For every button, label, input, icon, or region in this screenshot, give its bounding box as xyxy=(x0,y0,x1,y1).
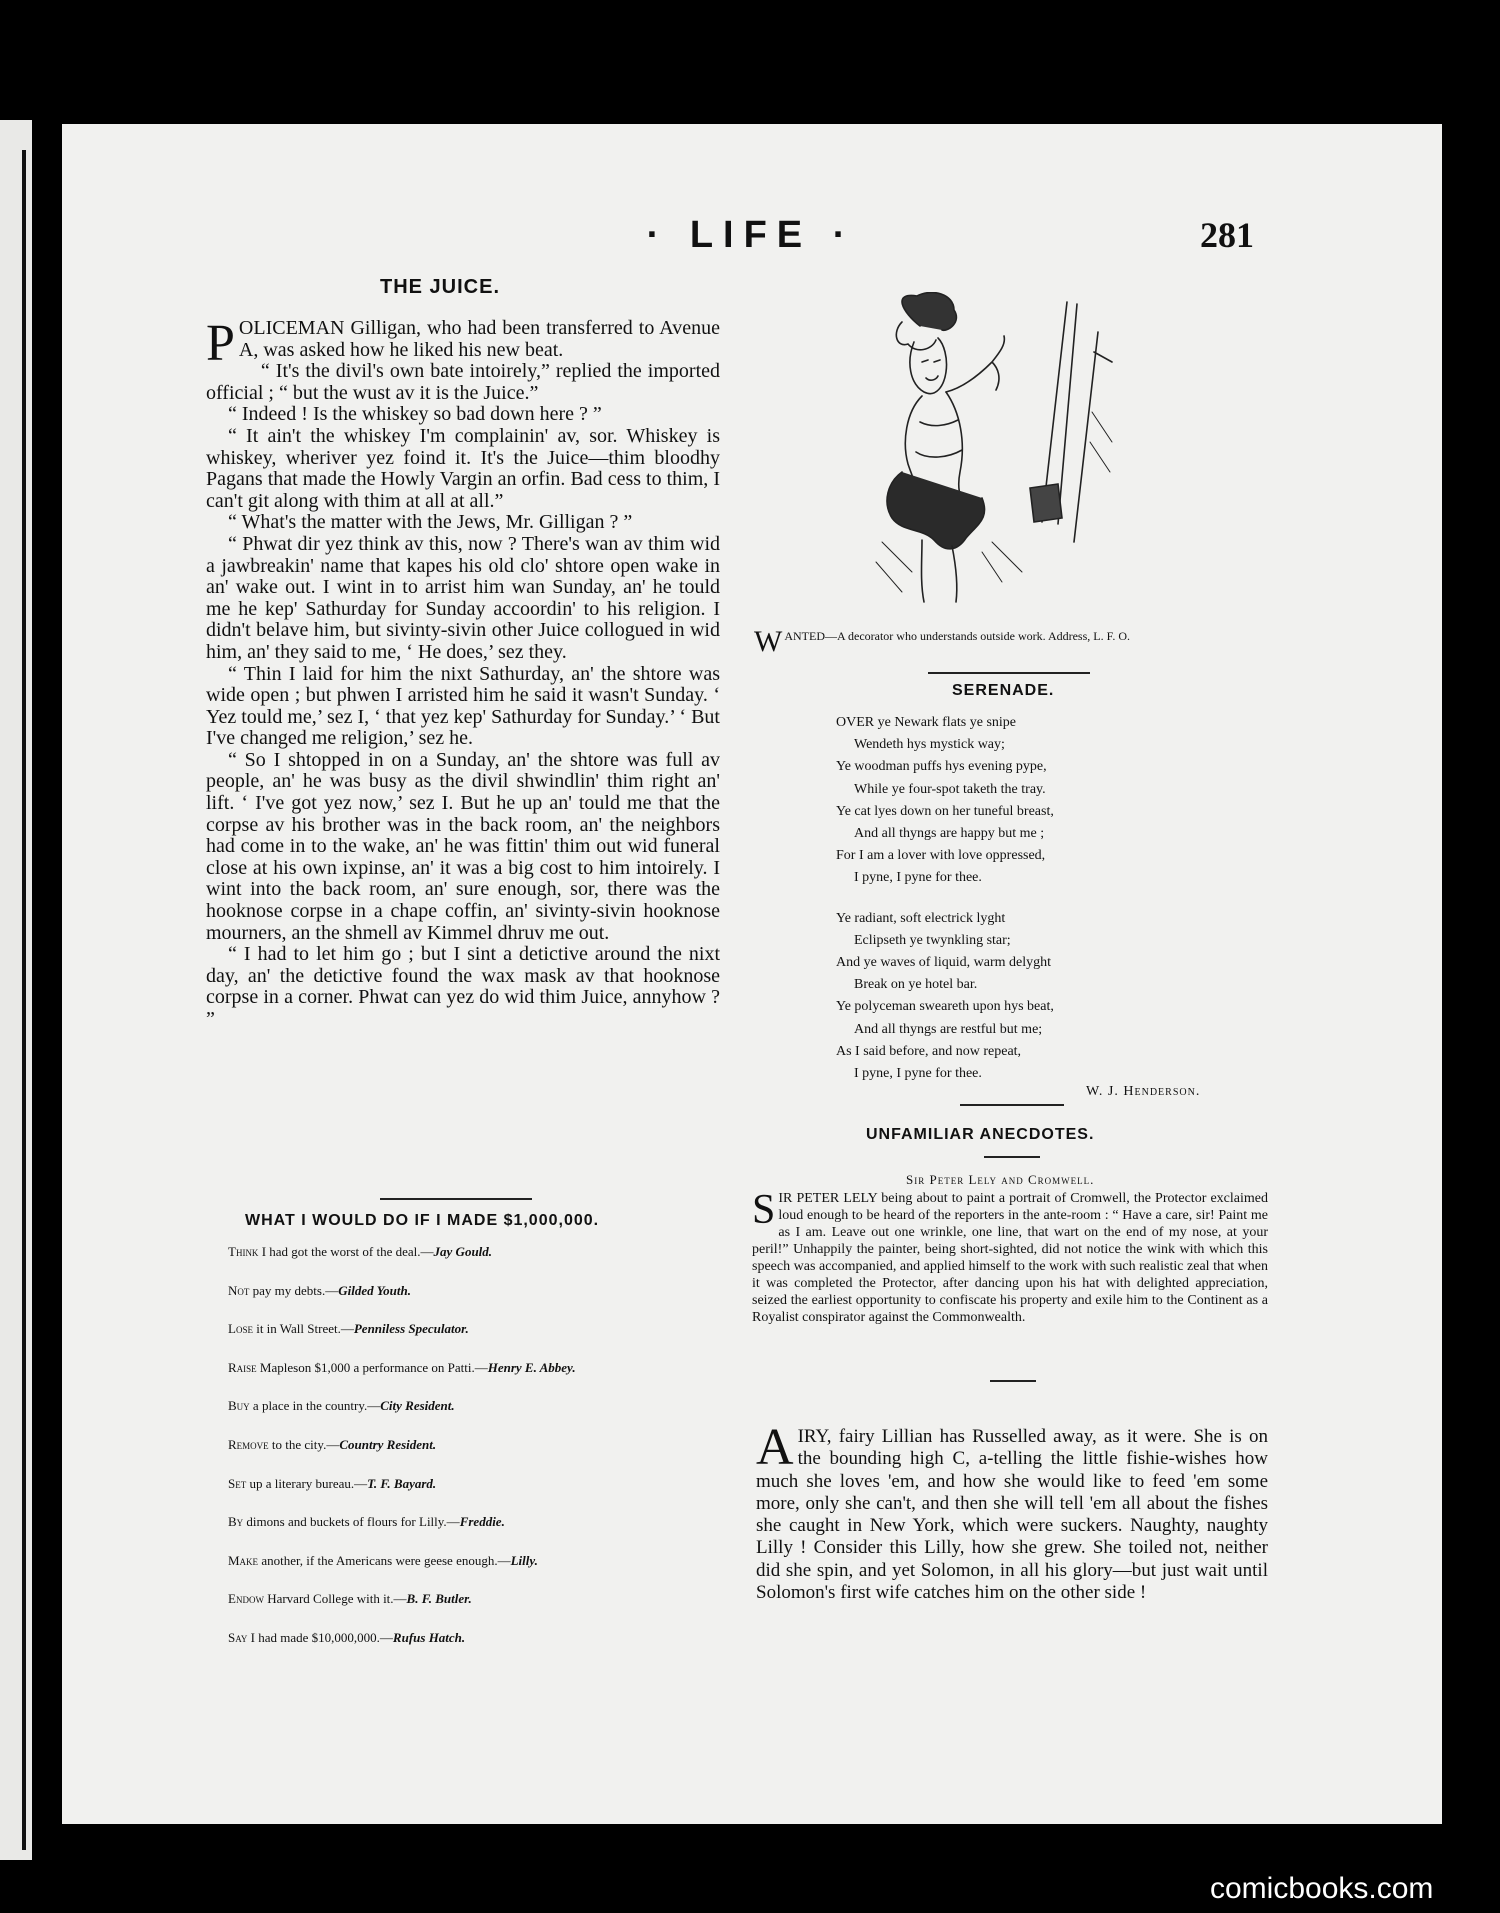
poem-line: Ye polyceman sweareth upon hys beat, xyxy=(836,999,1054,1015)
cartoon-illustration xyxy=(862,292,1132,610)
item-lead: Remove xyxy=(228,1436,269,1452)
section-divider xyxy=(960,1104,1064,1106)
anecdotes-subtitle: Sir Peter Lely and Cromwell. xyxy=(906,1172,1095,1187)
item-text: Harvard College with it.— xyxy=(263,1591,407,1607)
juice-article xyxy=(206,315,720,1031)
juice-title: THE JUICE. xyxy=(380,276,501,298)
item-text: Mapleson $1,000 a performance on Patti.— xyxy=(256,1359,488,1375)
poem-line: Ye cat lyes down on her tuneful breast, xyxy=(836,803,1054,819)
item-text: to the city.— xyxy=(268,1436,340,1452)
item-text: I had got the worst of the deal.— xyxy=(258,1244,434,1259)
section-divider xyxy=(984,1156,1040,1158)
item-attribution: B. F. Butler. xyxy=(406,1591,472,1607)
poem-line: Ye woodman puffs hys evening pype, xyxy=(836,759,1047,775)
item-lead: Say xyxy=(228,1629,248,1645)
poem-line: Eclipseth ye twynkling star; xyxy=(854,932,1011,948)
juice-paragraph: “ So I shtopped in on a Sunday, an' the shtore was full av people, an' he was busy as the divil shwindlin' thim right an' lift. ‘ I've got yez now,’ sez I. But he up an' tould me that the corpse av his brother was in the back room, an' the neighbors had come in to the wake, an' he was fittin' thim out wid funeral close at his own ixpinse, an' it was a big cost to him intoirely. I wint into the back room, an' sure enough, sor, there was the hooknose corpse in a chape coffin, an' sivinty-sivin hooknose mourners, an the shmell av Kimmel dhruv me out. xyxy=(206,748,720,944)
juice-paragraph: “ It's the divil's own bate intoirely,” replied the imported official ; “ but the wust av it is the Juice.” xyxy=(206,360,720,404)
drop-cap: A xyxy=(756,1419,794,1476)
section-divider xyxy=(990,1380,1036,1382)
item-attribution: Rufus Hatch. xyxy=(392,1629,466,1645)
juice-paragraph: “ Thin I laid for him the nixt Sathurday, an' the shtore was wide open ; but phwen I arristed him he said it wasn't Sunday. ‘ Yez tould me,’ sez I, ‘ that yez kep' Sathurday for Sunday.’ ‘ But I've changed me religion,’ sez he. xyxy=(206,662,720,750)
poem-line: I pyne, I pyne for thee. xyxy=(854,1066,982,1082)
item-text: pay my debts.— xyxy=(249,1282,339,1298)
item-lead: Buy xyxy=(228,1398,250,1414)
wiwd-item xyxy=(228,1437,728,1476)
poem-line: And ye waves of liquid, warm delyght xyxy=(836,955,1052,971)
poem-line: And all thyngs are restful but me; xyxy=(854,1021,1043,1037)
paragraph-text: IR PETER LELY being about to paint a portrait of Cromwell, the Protector exclaimed loud enough to be heard of the reporters in the ante-room : “ Have a care, sir! Paint me as I am. Leave out one wrinkle, one line, that wart on the end of my nose, at your peril!” Unhappily the painter, being short-sighted, did not notice the wink with which this speech was accompanied, and applied himself to the work with such realistic zeal that when it was completed the Protector, after dancing upon his hat with delighted appreciation, seized the earliest opportunity to confiscate his property and exile him to the Continent as a Royalist conspirator against the Commonwealth. xyxy=(752,1191,1268,1325)
anecdote-paragraph xyxy=(752,1187,1268,1326)
paragraph-text: IRY, fairy Lillian has Russelled away, as it were. She is on the bounding high C, a-telling the little fishie-wishes how much she loves 'em, and how she would like to feed 'em some more, only she can't, and then she will tell 'em all about the fishes she caught in New York, which were suckers. Naughty, naughty Lilly ! Consider this Lilly, how she grew. She toiled not, neither did she spin, and yet Solomon, in all his glory—but just wait until Solomon's first wife catches him on the other side ! xyxy=(756,1426,1268,1604)
binding-line xyxy=(22,150,26,1850)
item-text: up a literary bureau.— xyxy=(246,1475,368,1491)
drop-cap: S xyxy=(752,1187,776,1233)
item-attribution: Freddie. xyxy=(459,1514,505,1530)
item-lead: Think xyxy=(228,1244,259,1259)
poem-line: OVER ye Newark flats ye snipe xyxy=(836,715,1017,730)
item-attribution: Penniless Speculator. xyxy=(353,1321,469,1337)
caption-text: ANTED—A decorator who understands outside work. Address, L. F. O. xyxy=(784,629,1130,643)
section-divider xyxy=(928,672,1090,674)
item-lead: Not xyxy=(228,1282,250,1298)
section-divider xyxy=(380,1198,532,1200)
poem-author: W. J. Henderson. xyxy=(1086,1084,1201,1099)
item-attribution: City Resident. xyxy=(380,1398,455,1414)
item-text: dimons and buckets of flours for Lilly.— xyxy=(243,1514,460,1530)
wiwd-item xyxy=(228,1591,728,1630)
item-attribution: Country Resident. xyxy=(339,1436,437,1452)
paragraph-text: OLICEMAN Gilligan, who had been transferred to Avenue A, was asked how he liked his new beat. xyxy=(238,317,720,361)
poem-line: Ye radiant, soft electrick lyght xyxy=(836,910,1006,926)
item-lead: Lose xyxy=(228,1321,253,1337)
juice-paragraph: “ What's the matter with the Jews, Mr. Gilligan ? ” xyxy=(228,511,633,534)
juice-paragraph: “ I had to let him go ; but I sint a detictive around the nixt day, an' the detictive found the wax mask av that hooknose corpse in a corner. Phwat can yez do wid thim Juice, annyhow ? ” xyxy=(206,943,720,1030)
item-text: another, if the Americans were geese enough.— xyxy=(258,1552,511,1568)
wiwd-item xyxy=(228,1476,728,1515)
poem-line: Break on ye hotel bar. xyxy=(854,977,978,993)
item-attribution: Lilly. xyxy=(510,1552,538,1568)
lely-anecdote xyxy=(752,1187,1268,1326)
airy-paragraph xyxy=(756,1419,1268,1604)
poem-line: For I am a lover with love oppressed, xyxy=(836,848,1046,864)
wiwd-item xyxy=(228,1553,728,1592)
wiwd-item xyxy=(228,1360,728,1399)
juice-paragraph xyxy=(206,315,720,372)
wiwd-item xyxy=(228,1321,728,1360)
item-attribution: T. F. Bayard. xyxy=(367,1475,437,1491)
item-attribution: Gilded Youth. xyxy=(338,1282,411,1298)
item-lead: Set xyxy=(228,1475,247,1491)
masthead: · LIFE · xyxy=(646,214,856,256)
airy-text xyxy=(756,1419,1268,1604)
drop-cap: W xyxy=(754,625,783,658)
serenade-title: SERENADE. xyxy=(952,682,1055,699)
item-lead: By xyxy=(228,1514,244,1530)
item-lead: Make xyxy=(228,1552,259,1568)
item-lead: Raise xyxy=(228,1359,257,1375)
wiwd-item xyxy=(228,1398,728,1437)
item-text: it in Wall Street.— xyxy=(252,1321,354,1337)
anecdotes-title: UNFAMILIAR ANECDOTES. xyxy=(866,1126,1095,1143)
poem-line: I pyne, I pyne for thee. xyxy=(854,870,982,886)
drop-cap: P xyxy=(206,315,235,372)
wiwd-item xyxy=(228,1244,728,1283)
stanza-break xyxy=(836,890,1256,908)
juice-paragraph: “ It ain't the whiskey I'm complainin' av, sor. Whiskey is whiskey, wheriver yez foind it. It's the Juice—thim bloodhy Pagans that made the Howly Vargin an orfin. Bad cess to thim, I can't git along with thim at all at all.” xyxy=(206,424,720,512)
previous-page-edge xyxy=(0,120,32,1860)
poem-line: As I said before, and now repeat, xyxy=(836,1043,1022,1059)
juice-paragraph: “ Phwat dir yez think av this, now ? There's wan av thim wid a jawbreakin' name that kapes his old clo' shtore open wake in an' wake out. I wint in to arrist him wan Sunday, an' he tould me he kep' Sathurday for Sunday accoordin' to his religion. I didn't belave him, but sivinty-sivin other Juice collogued in wid him, an' they said to me, ‘ He does,’ sez they. xyxy=(206,532,720,663)
site-watermark: comicbooks.com xyxy=(1210,1872,1434,1905)
poem-line: And all thyngs are happy but me ; xyxy=(854,826,1045,842)
page-number: 281 xyxy=(1200,215,1254,255)
wanted-caption xyxy=(754,625,1266,658)
serenade-poem xyxy=(836,712,1256,1085)
wiwd-item xyxy=(228,1514,728,1553)
wiwd-title: WHAT I WOULD DO IF I MADE $1,000,000. xyxy=(245,1212,600,1229)
item-attribution: Henry E. Abbey. xyxy=(487,1359,576,1375)
poem-line: Wendeth hys mystick way; xyxy=(854,737,1005,753)
wiwd-item xyxy=(228,1630,728,1669)
item-attribution: Jay Gould. xyxy=(433,1244,493,1259)
item-text: a place in the country.— xyxy=(249,1398,381,1414)
wiwd-list xyxy=(228,1244,728,1669)
item-text: I had made $10,000,000.— xyxy=(247,1629,393,1645)
poem-line: While ye four-spot taketh the tray. xyxy=(854,781,1046,797)
item-lead: Endow xyxy=(228,1591,264,1607)
juice-paragraph: “ Indeed ! Is the whiskey so bad down here ? ” xyxy=(228,403,602,426)
wiwd-item xyxy=(228,1283,728,1322)
